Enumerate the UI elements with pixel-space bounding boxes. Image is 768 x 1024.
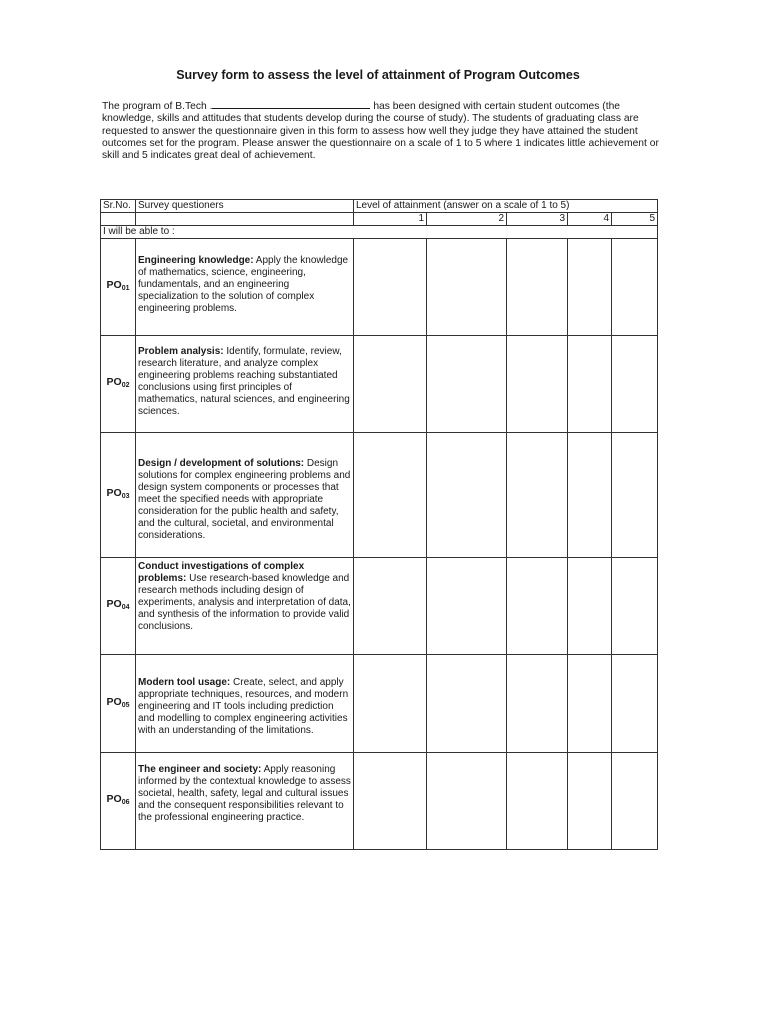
rating-cell-1[interactable] (354, 433, 427, 558)
rating-cell-2[interactable] (427, 239, 507, 336)
header-row (101, 200, 658, 213)
rating-cell-2[interactable] (427, 558, 507, 655)
scale-3: 3 (507, 213, 568, 226)
lead-text: I will be able to : (101, 226, 658, 239)
rating-cell-5[interactable] (612, 753, 658, 850)
po-description (136, 336, 354, 433)
rating-cell-5[interactable] (612, 336, 658, 433)
rating-cell-3[interactable] (507, 336, 568, 433)
rating-cell-3[interactable] (507, 433, 568, 558)
po-text: Design solutions for complex engineering problems and design system components or processes that meet the specified needs with appropriate consideration for the public health and safety, and the cultural, societal, and environmental considerations. (138, 458, 351, 541)
table-row (101, 433, 658, 558)
rating-cell-4[interactable] (568, 239, 612, 336)
po-heading: The engineer and society: (138, 764, 262, 775)
page-title: Survey form to assess the level of attainment of Program Outcomes (176, 68, 580, 82)
po-number: 01 (121, 285, 130, 292)
rating-cell-5[interactable] (612, 655, 658, 753)
rating-cell-3[interactable] (507, 239, 568, 336)
po-text: Create, select, and apply appropriate techniques, resources, and modern engineering and IT tools including prediction and modelling to complex engineering activities with an understanding of the limitations. (138, 677, 349, 736)
rating-cell-4[interactable] (568, 433, 612, 558)
po-description (136, 558, 354, 655)
level-header: Level of attainment (answer on a scale of 1 to 5) (354, 200, 658, 213)
po-description (136, 655, 354, 753)
scale-4: 4 (568, 213, 612, 226)
po-description (136, 753, 354, 850)
rating-cell-1[interactable] (354, 558, 427, 655)
program-name-blank[interactable] (212, 99, 370, 109)
rating-cell-3[interactable] (507, 753, 568, 850)
po-description (136, 239, 354, 336)
rating-cell-4[interactable] (568, 753, 612, 850)
rating-cell-5[interactable] (612, 558, 658, 655)
rating-cell-4[interactable] (568, 655, 612, 753)
po-number: 06 (121, 799, 130, 806)
po-heading: Engineering knowledge: (138, 255, 254, 266)
scale-1: 1 (354, 213, 427, 226)
po-text: Apply the knowledge of mathematics, science, engineering, fundamentals, and an engineering specialization to the solution of complex engineering problems. (138, 255, 349, 314)
scale-2: 2 (427, 213, 507, 226)
rating-cell-1[interactable] (354, 239, 427, 336)
po-label (101, 239, 136, 336)
po-number: 05 (121, 701, 130, 709)
po-prefix: PO (106, 793, 122, 805)
intro-paragraph (102, 99, 662, 162)
table-row (101, 655, 658, 753)
table-row (101, 753, 658, 850)
po-number: 02 (121, 382, 130, 389)
intro-prefix: The program of B.Tech . (102, 101, 213, 112)
po-label (101, 433, 136, 558)
po-text: Identify, formulate, review, research literature, and analyze complex engineering problems reaching substantiated conclusions using first principles of mathematics, natural sciences, and engineering sciences. (138, 346, 350, 417)
po-prefix: PO (106, 487, 122, 499)
table-row (101, 558, 658, 655)
po-label (101, 655, 136, 753)
table-row (101, 336, 658, 433)
rating-cell-1[interactable] (354, 336, 427, 433)
rating-cell-5[interactable] (612, 433, 658, 558)
po-number: 04 (121, 604, 130, 611)
scale-blank-cell (101, 213, 136, 226)
scale-row (101, 213, 658, 226)
srno-header: Sr.No. (101, 200, 136, 213)
po-label (101, 558, 136, 655)
table-row (101, 239, 658, 336)
po-prefix: PO (106, 376, 122, 388)
po-heading: Modern tool usage: (138, 677, 231, 688)
po-heading: Problem analysis: (138, 346, 224, 357)
intro-body: has been designed with certain student outcomes (the knowledge, skills and attitudes that students develop during the course of study). The students of graduating class are requested to answer the questionnaire given in this form to assess how well they judge they have attained the student outcomes set for the program. Please answer the questionnaire on a scale of 1 to 5 where 1 indicates little achievement or skill and 5 indicates great deal of achievement. (102, 101, 659, 162)
rating-cell-2[interactable] (427, 336, 507, 433)
scale-5: 5 (612, 213, 658, 226)
rating-cell-2[interactable] (427, 753, 507, 850)
rating-cell-5[interactable] (612, 239, 658, 336)
po-text: Apply reasoning informed by the contextual knowledge to assess societal, health, safety, legal and cultural issues and the consequent responsibilities relevant to the professional engineering practice. (138, 764, 351, 823)
survey-table (100, 199, 658, 850)
po-heading: Design / development of solutions: (138, 458, 305, 469)
rating-cell-3[interactable] (507, 558, 568, 655)
rating-cell-4[interactable] (568, 558, 612, 655)
po-label (101, 753, 136, 850)
rating-cell-2[interactable] (427, 655, 507, 753)
po-prefix: PO (106, 279, 122, 291)
po-number: 03 (121, 493, 130, 500)
rating-cell-4[interactable] (568, 336, 612, 433)
po-description (136, 433, 354, 558)
scale-blank-cell (136, 213, 354, 226)
po-text: Use research-based knowledge and research methods including design of experiments, analysis and interpretation of data, and synthesis of the information to provide valid conclusions. (138, 573, 351, 632)
po-prefix: PO (106, 695, 122, 708)
rating-cell-1[interactable] (354, 753, 427, 850)
questions-header: Survey questioners (136, 200, 354, 213)
po-prefix: PO (106, 598, 122, 610)
po-label (101, 336, 136, 433)
lead-row (101, 226, 658, 239)
rating-cell-1[interactable] (354, 655, 427, 753)
po-heading: Conduct investigations of complex problems: (138, 561, 305, 584)
rating-cell-3[interactable] (507, 655, 568, 753)
rating-cell-2[interactable] (427, 433, 507, 558)
